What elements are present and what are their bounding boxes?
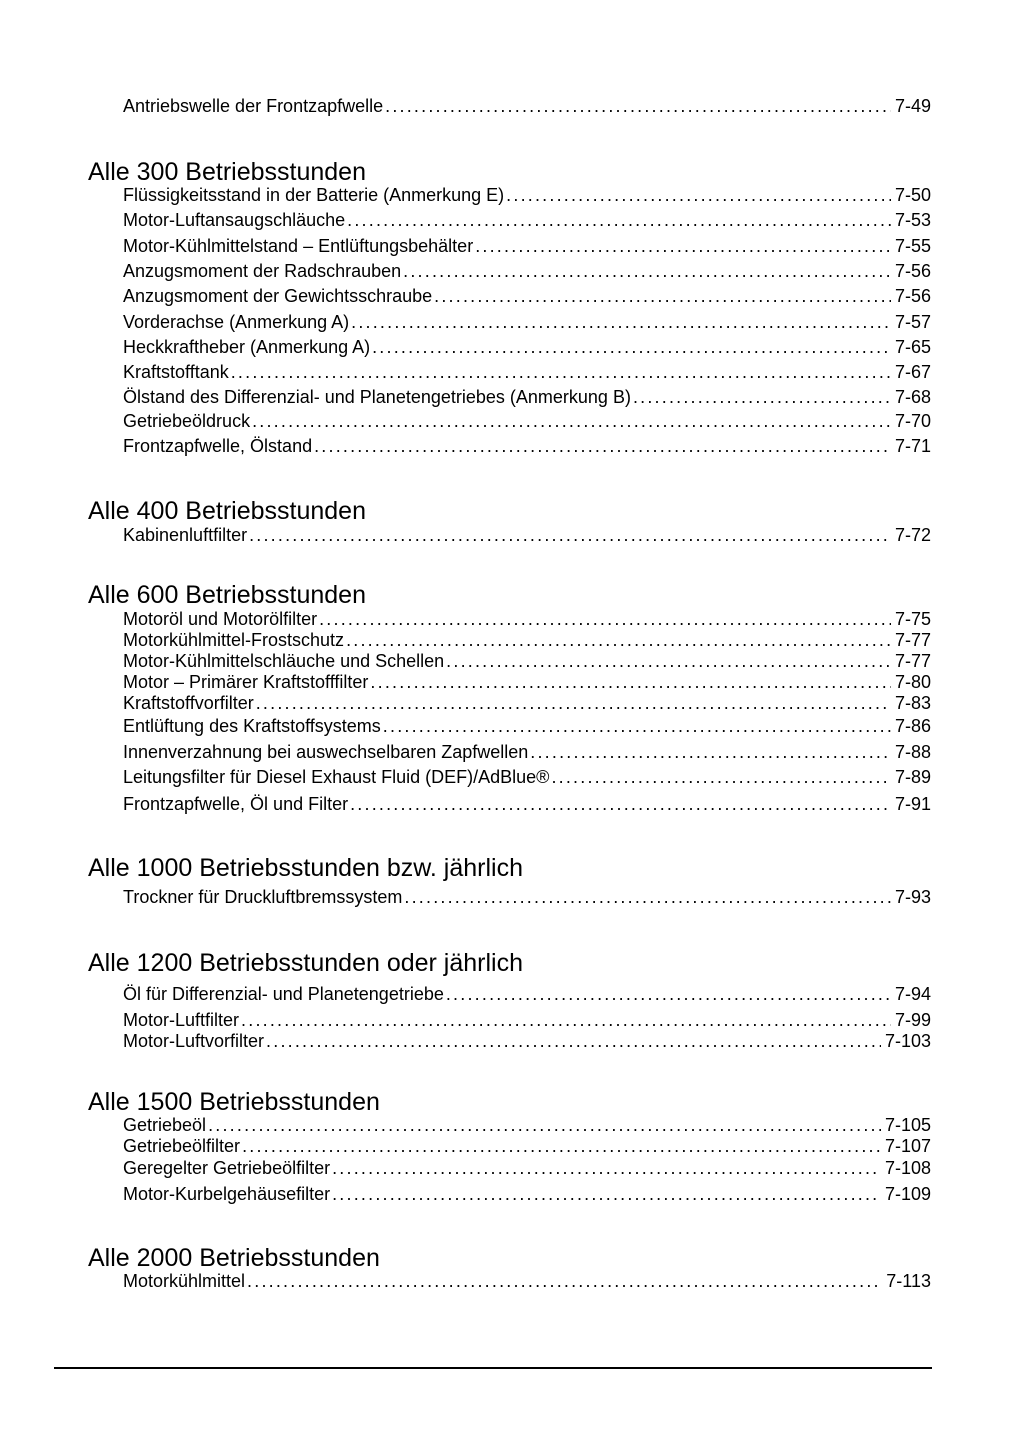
toc-entry-label: Motor-Kurbelgehäusefilter	[123, 1184, 331, 1204]
toc-entry-label: Vorderachse (Anmerkung A)	[123, 312, 350, 332]
toc-entry-label: Öl für Differenzial- und Planetengetriebe	[123, 984, 444, 1004]
toc-leader-dots	[332, 1183, 881, 1205]
toc-entry-label: Frontzapfwelle, Öl und Filter	[123, 794, 349, 814]
toc-leader-dots	[404, 886, 891, 908]
toc-entry-page: 7-77	[894, 651, 931, 671]
toc-entry-page: 7-93	[894, 887, 931, 907]
toc-leader-dots	[506, 184, 891, 206]
toc-entry	[123, 766, 931, 788]
toc-entry	[123, 235, 931, 257]
toc-entry-label: Motor-Luftvorfilter	[123, 1031, 265, 1051]
toc-entry	[123, 715, 931, 737]
toc-entry-label: Flüssigkeitsstand in der Batterie (Anmerkung E)	[123, 185, 505, 205]
toc-leader-dots	[332, 1157, 881, 1179]
toc-entry-page: 7-56	[894, 286, 931, 306]
section-heading: Alle 600 Betriebsstunden	[88, 581, 366, 609]
toc-entry	[123, 260, 931, 282]
toc-leader-dots	[446, 650, 891, 672]
toc-entry-page: 7-109	[884, 1184, 931, 1204]
toc-entry-page: 7-71	[894, 436, 931, 456]
toc-entry-label: Motor-Kühlmittelstand – Entlüftungsbehälter	[123, 236, 474, 256]
toc-entry-label: Motor – Primärer Kraftstofffilter	[123, 672, 369, 692]
section-heading: Alle 2000 Betriebsstunden	[88, 1244, 380, 1272]
toc-leader-dots	[247, 1270, 882, 1292]
toc-entry	[123, 1183, 931, 1205]
toc-leader-dots	[256, 692, 891, 714]
toc-entry-label: Trockner für Druckluftbremssystem	[123, 887, 403, 907]
section-heading: Alle 1000 Betriebsstunden bzw. jährlich	[88, 854, 523, 882]
toc-leader-dots	[242, 1135, 881, 1157]
toc-entry	[123, 285, 931, 307]
toc-entry-page: 7-77	[894, 630, 931, 650]
toc-leader-dots	[249, 524, 891, 546]
toc-entry	[123, 1270, 931, 1292]
toc-entry	[123, 336, 931, 358]
toc-entry-page: 7-83	[894, 693, 931, 713]
toc-entry-page: 7-80	[894, 672, 931, 692]
toc-entry-label: Getriebeöl	[123, 1115, 207, 1135]
toc-entry-label: Leitungsfilter für Diesel Exhaust Fluid (DEF)/AdBlue®	[123, 767, 550, 787]
toc-leader-dots	[530, 741, 891, 763]
toc-leader-dots	[370, 671, 891, 693]
toc-entry-page: 7-68	[894, 387, 931, 407]
toc-entry-label: Geregelter Getriebeölfilter	[123, 1158, 331, 1178]
toc-entry	[123, 983, 931, 1005]
toc-leader-dots	[350, 793, 891, 815]
toc-entry-label: Innenverzahnung bei auswechselbaren Zapfwellen	[123, 742, 529, 762]
toc-entry-page: 7-107	[884, 1136, 931, 1156]
toc-entry	[123, 410, 931, 432]
toc-leader-dots	[319, 608, 891, 630]
toc-entry-label: Motorkühlmittel-Frostschutz	[123, 630, 345, 650]
toc-entry	[123, 524, 931, 546]
toc-leader-dots	[633, 386, 891, 408]
toc-entry-page: 7-99	[894, 1010, 931, 1030]
toc-leader-dots	[403, 260, 891, 282]
toc-entry-page: 7-108	[884, 1158, 931, 1178]
toc-entry-label: Motor-Kühlmittelschläuche und Schellen	[123, 651, 445, 671]
section-heading: Alle 1200 Betriebsstunden oder jährlich	[88, 949, 523, 977]
toc-leader-dots	[231, 361, 891, 383]
toc-entry	[123, 95, 931, 117]
toc-entry	[123, 435, 931, 457]
toc-entry-label: Motorkühlmittel	[123, 1271, 246, 1291]
toc-leader-dots	[385, 95, 891, 117]
toc-entry-page: 7-56	[894, 261, 931, 281]
toc-entry-page: 7-50	[894, 185, 931, 205]
toc-entry-label: Motoröl und Motorölfilter	[123, 609, 318, 629]
toc-entry	[123, 1030, 931, 1052]
section-heading: Alle 400 Betriebsstunden	[88, 497, 366, 525]
toc-entry	[123, 1135, 931, 1157]
toc-leader-dots	[347, 209, 891, 231]
toc-entry-label: Entlüftung des Kraftstoffsystems	[123, 716, 381, 736]
toc-entry	[123, 361, 931, 383]
toc-leader-dots	[346, 629, 891, 651]
toc-entry-label: Motor-Luftansaugschläuche	[123, 210, 346, 230]
toc-entry	[123, 1009, 931, 1031]
toc-leader-dots	[434, 285, 891, 307]
toc-entry	[123, 386, 931, 408]
toc-entry-label: Ölstand des Differenzial- und Planetengetriebes (Anmerkung B)	[123, 387, 631, 407]
toc-entry	[123, 650, 931, 672]
toc-entry-page: 7-103	[884, 1031, 931, 1051]
toc-entry	[123, 671, 931, 693]
toc-entry	[123, 629, 931, 651]
toc-leader-dots	[241, 1009, 891, 1031]
toc-entry-page: 7-91	[894, 794, 931, 814]
toc-entry-label: Kraftstoffvorfilter	[123, 693, 254, 713]
toc-leader-dots	[475, 235, 891, 257]
toc-entry-page: 7-55	[894, 236, 931, 256]
section-heading: Alle 1500 Betriebsstunden	[88, 1088, 380, 1116]
toc-leader-dots	[351, 311, 891, 333]
toc-leader-dots	[446, 983, 891, 1005]
toc-entry	[123, 608, 931, 630]
toc-entry-page: 7-57	[894, 312, 931, 332]
footer-divider	[54, 1367, 932, 1369]
toc-entry-page: 7-70	[894, 411, 931, 431]
toc-entry-page: 7-88	[894, 742, 931, 762]
toc-entry-label: Kabinenluftfilter	[123, 525, 248, 545]
toc-entry-label: Anzugsmoment der Gewichtsschraube	[123, 286, 433, 306]
toc-entry-page: 7-72	[894, 525, 931, 545]
toc-entry	[123, 692, 931, 714]
toc-entry-label: Antriebswelle der Frontzapfwelle	[123, 96, 384, 116]
toc-entry-label: Frontzapfwelle, Ölstand	[123, 436, 313, 456]
toc-entry-page: 7-113	[886, 1271, 931, 1291]
toc-entry	[123, 886, 931, 908]
toc-leader-dots	[551, 766, 891, 788]
toc-entry	[123, 1157, 931, 1179]
toc-entry-page: 7-53	[894, 210, 931, 230]
toc-entry	[123, 184, 931, 206]
toc-entry-label: Getriebeöldruck	[123, 411, 251, 431]
toc-entry-page: 7-89	[894, 767, 931, 787]
toc-entry-page: 7-86	[894, 716, 931, 736]
toc-leader-dots	[208, 1114, 881, 1136]
toc-entry-page: 7-49	[894, 96, 931, 116]
toc-entry-page: 7-75	[894, 609, 931, 629]
toc-entry-label: Getriebeölfilter	[123, 1136, 241, 1156]
toc-entry	[123, 741, 931, 763]
toc-leader-dots	[252, 410, 891, 432]
toc-entry-page: 7-94	[894, 984, 931, 1004]
toc-entry	[123, 1114, 931, 1136]
toc-entry-page: 7-105	[884, 1115, 931, 1135]
toc-entry-page: 7-65	[894, 337, 931, 357]
toc-entry-label: Anzugsmoment der Radschrauben	[123, 261, 402, 281]
toc-entry	[123, 311, 931, 333]
toc-leader-dots	[314, 435, 891, 457]
toc-entry-page: 7-67	[894, 362, 931, 382]
toc-entry-label: Motor-Luftfilter	[123, 1010, 240, 1030]
toc-entry-label: Heckkraftheber (Anmerkung A)	[123, 337, 371, 357]
toc-entry	[123, 209, 931, 231]
section-heading: Alle 300 Betriebsstunden	[88, 158, 366, 186]
toc-entry-label: Kraftstofftank	[123, 362, 229, 382]
toc-leader-dots	[372, 336, 891, 358]
toc-leader-dots	[266, 1030, 881, 1052]
toc-entry	[123, 793, 931, 815]
toc-leader-dots	[383, 715, 891, 737]
